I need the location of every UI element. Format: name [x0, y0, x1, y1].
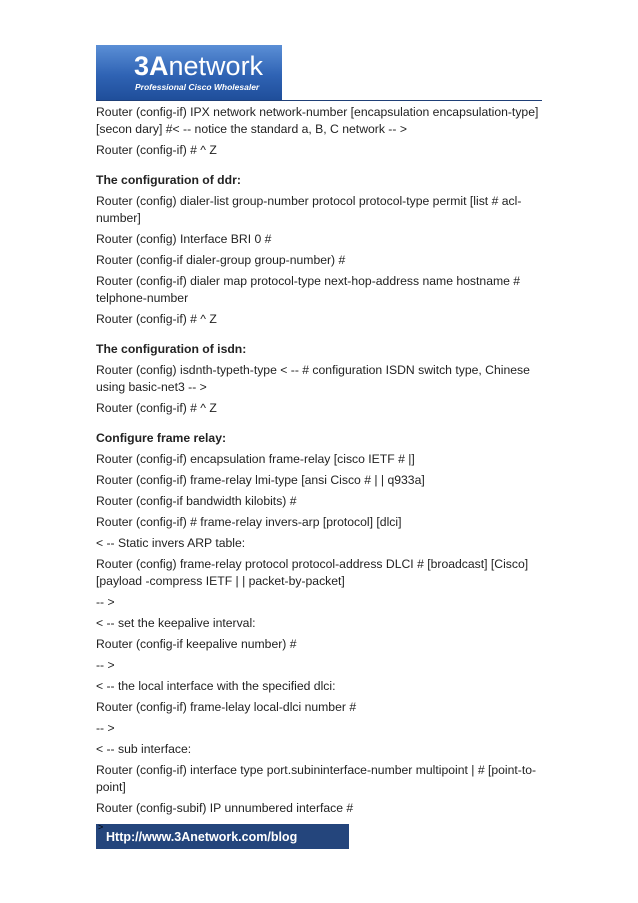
- text-line: Router (config) dialer-list group-number protocol protocol-type permit [list # acl-number]: [96, 194, 522, 225]
- document-body: [96, 104, 542, 821]
- section-heading: The configuration of isdn:: [96, 342, 247, 356]
- logo-title: [134, 51, 263, 81]
- text-line: Router (config-if keepalive number) #: [96, 637, 297, 651]
- text-line: -- >: [96, 595, 115, 609]
- footer-mark: >: [98, 822, 104, 832]
- text-line: Router (config) frame-relay protocol protocol-address DLCI # [broadcast] [Cisco] [payload -compress IETF | | packet-by-packet]: [96, 557, 529, 588]
- text-line: < -- the local interface with the specified dlci:: [96, 679, 336, 693]
- text-line: Router (config-subif) IP unnumbered interface #: [96, 801, 354, 815]
- text-line: Router (config-if) encapsulation frame-relay [cisco IETF # |]: [96, 452, 415, 466]
- text-line: Router (config-if) # ^ Z: [96, 143, 217, 157]
- text-line: Router (config-if) frame-lelay local-dlci number #: [96, 700, 357, 714]
- text-line: < -- Static invers ARP table:: [96, 536, 246, 550]
- text-line: -- >: [96, 658, 115, 672]
- text-line: Router (config-if) dialer map protocol-type next-hop-address name hostname # telphone-number: [96, 274, 521, 305]
- text-line: Router (config-if) # ^ Z: [96, 312, 217, 326]
- footer-banner[interactable]: [96, 824, 349, 849]
- text-line: Router (config-if) # ^ Z: [96, 401, 217, 415]
- text-line: Router (config) isdnth-typeth-type < -- # configuration ISDN switch type, Chinese using basic-net3 -- >: [96, 363, 530, 394]
- text-line: Router (config-if dialer-group group-number) #: [96, 253, 346, 267]
- text-line: -- >: [96, 721, 115, 735]
- text-line: < -- set the keepalive interval:: [96, 616, 256, 630]
- text-line: Router (config-if) frame-relay lmi-type [ansi Cisco # | | q933a]: [96, 473, 425, 487]
- header-rule: [96, 100, 542, 101]
- brand-logo: [96, 45, 282, 100]
- footer-url-link[interactable]: Http://www.3Anetwork.com/blog: [106, 830, 298, 844]
- logo-brand-big: 3A: [134, 51, 169, 81]
- text-line: Router (config) Interface BRI 0 #: [96, 232, 272, 246]
- text-line: < -- sub interface:: [96, 742, 192, 756]
- text-line: Router (config-if) interface type port.subininterface-number multipoint | # [point-to-point]: [96, 763, 537, 794]
- logo-tagline: Professional Cisco Wholesaler: [135, 82, 260, 92]
- section-heading: Configure frame relay:: [96, 431, 227, 445]
- section-heading: The configuration of ddr:: [96, 173, 241, 187]
- logo-brand-rest: network: [168, 51, 264, 81]
- text-line: Router (config-if) # frame-relay invers-arp [protocol] [dlci]: [96, 515, 402, 529]
- text-line: Router (config-if bandwidth kilobits) #: [96, 494, 297, 508]
- text-line: Router (config-if) IPX network network-number [encapsulation encapsulation-type] [secon dary] #< -- notice the standard a, B, C network -- >: [96, 105, 539, 136]
